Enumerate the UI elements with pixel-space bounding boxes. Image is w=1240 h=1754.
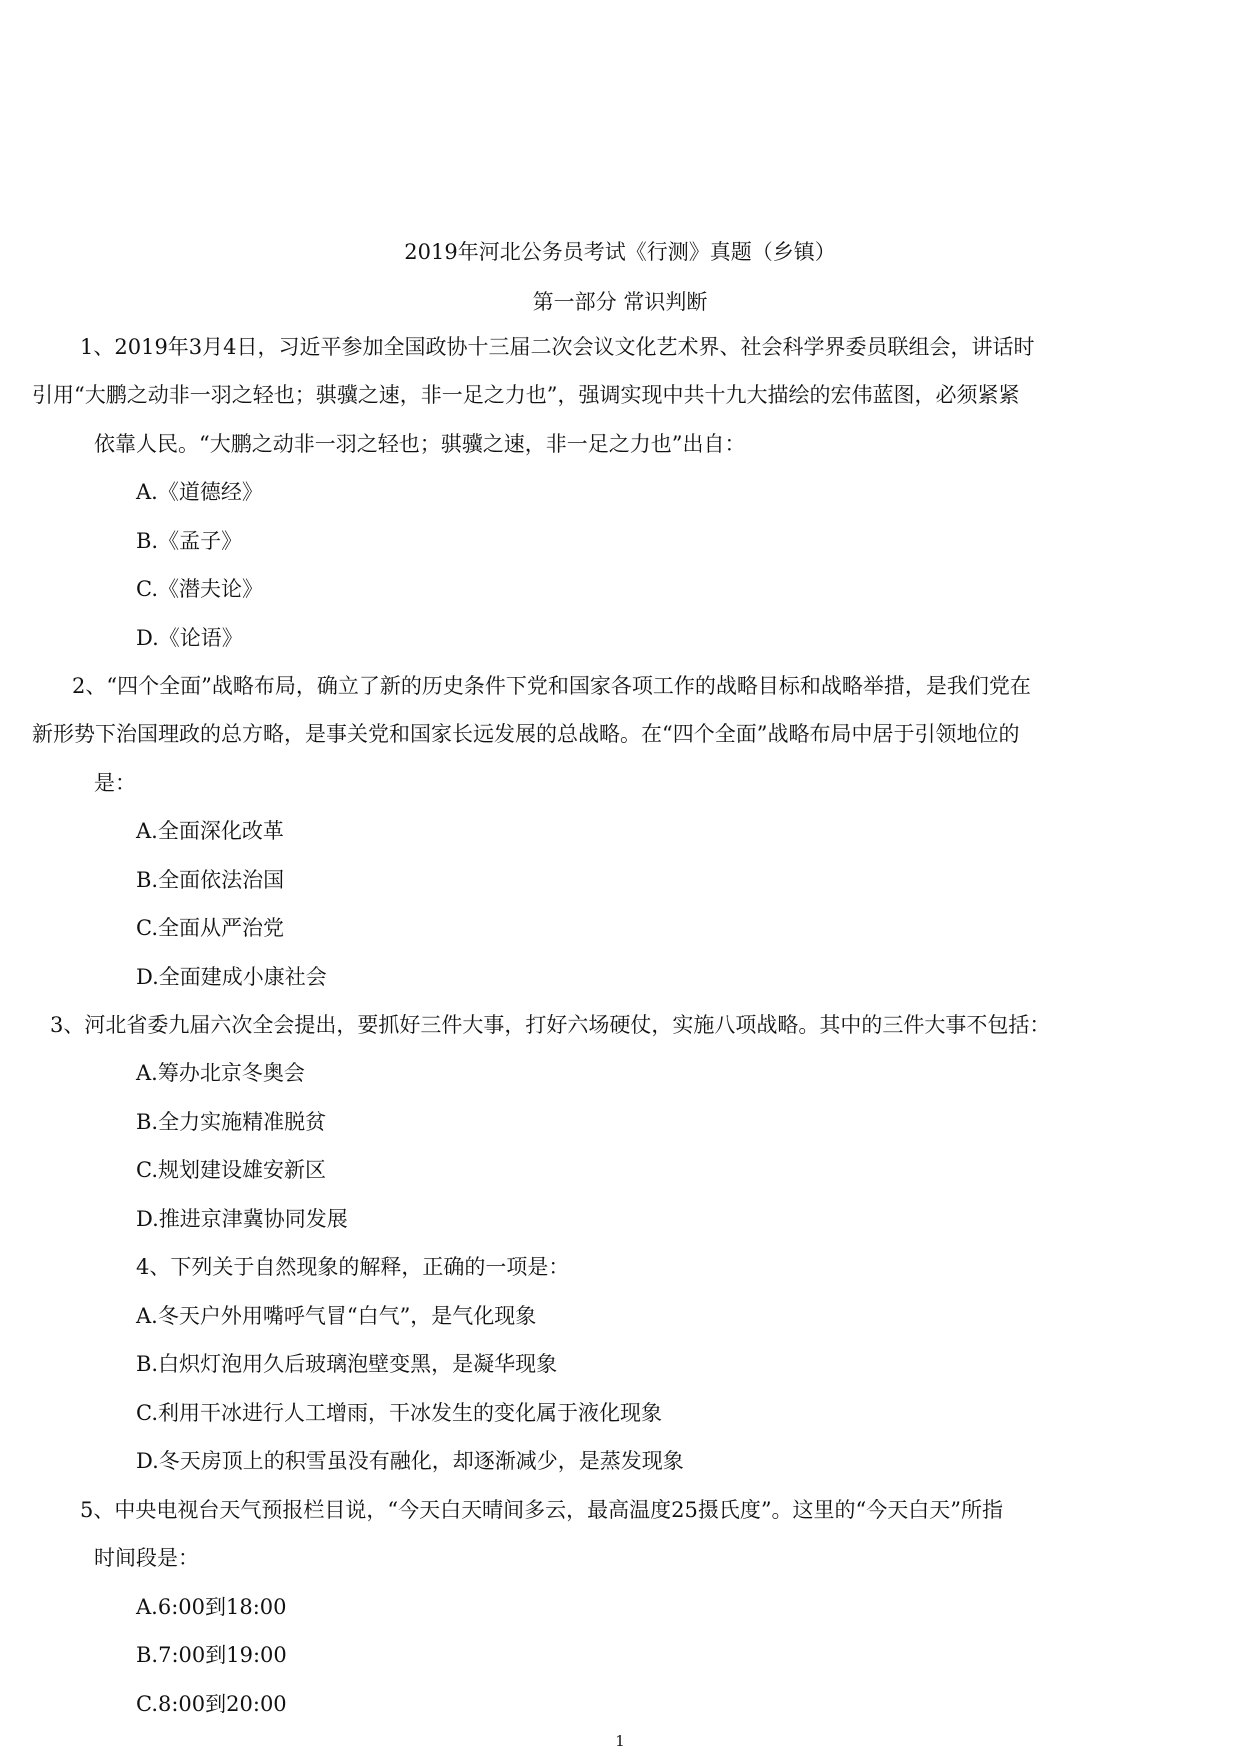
question-text: 新形势下治国理政的总方略，是事关党和国家长远发展的总战略。在“四个全面”战略布局中居于引领地位的 — [32, 722, 1020, 746]
option-b: B.7:00到19:00 — [136, 1643, 287, 1667]
question-text: 依靠人民。“大鹏之动非一羽之轻也；骐骥之速，非一足之力也”出自： — [94, 432, 746, 456]
question-text: 1、2019年3月4日，习近平参加全国政协十三届二次会议文化艺术界、社会科学界委员联组会，讲话时 — [80, 335, 1035, 359]
option-a: A.筹办北京冬奥会 — [136, 1061, 305, 1085]
option-b: B.全面依法治国 — [136, 868, 285, 892]
option-c: C.8:00到20:00 — [136, 1692, 287, 1716]
question-text: 5、中央电视台天气预报栏目说，“今天白天晴间多云，最高温度25摄氏度”。这里的“今天白天”所指 — [80, 1498, 1004, 1522]
option-d: D.《论语》 — [136, 626, 243, 650]
option-c: C.《潜夫论》 — [136, 577, 263, 601]
option-c: C.全面从严治党 — [136, 916, 284, 940]
option-d: D.冬天房顶上的积雪虽没有融化，却逐渐减少，是蒸发现象 — [136, 1449, 684, 1473]
question-text: 是： — [94, 771, 136, 795]
option-b: B.《孟子》 — [136, 529, 243, 553]
question-text: 引用“大鹏之动非一羽之轻也；骐骥之速，非一足之力也”，强调实现中共十九大描绘的宏伟蓝图，必须紧紧 — [32, 383, 1020, 407]
document-title: 2019年河北公务员考试《行测》真题（乡镇） — [404, 240, 836, 264]
option-a: A.冬天户外用嘴呼气冒“白气”，是气化现象 — [136, 1304, 537, 1328]
option-b: B.全力实施精准脱贫 — [136, 1110, 327, 1134]
option-c: C.规划建设雄安新区 — [136, 1158, 326, 1182]
option-c: C.利用干冰进行人工增雨，干冰发生的变化属于液化现象 — [136, 1401, 662, 1425]
option-a: A.《道德经》 — [136, 480, 263, 504]
option-a: A.全面深化改革 — [136, 819, 284, 843]
question-text: 2、“四个全面”战略布局，确立了新的历史条件下党和国家各项工作的战略目标和战略举措，是我们党在 — [72, 674, 1031, 698]
option-d: D.推进京津冀协同发展 — [136, 1207, 348, 1231]
question-text: 时间段是： — [94, 1546, 199, 1570]
question-text: 3、河北省委九届六次全会提出，要抓好三件大事，打好六场硬仗，实施八项战略。其中的三件大事不包括： — [50, 1013, 1051, 1037]
page-number: 1 — [615, 1732, 625, 1750]
option-a: A.6:00到18:00 — [136, 1595, 287, 1619]
question-text: 4、下列关于自然现象的解释，正确的一项是： — [136, 1255, 570, 1279]
option-d: D.全面建成小康社会 — [136, 965, 327, 989]
section-heading: 第一部分 常识判断 — [532, 290, 708, 314]
option-b: B.白炽灯泡用久后玻璃泡壁变黑，是凝华现象 — [136, 1352, 558, 1376]
